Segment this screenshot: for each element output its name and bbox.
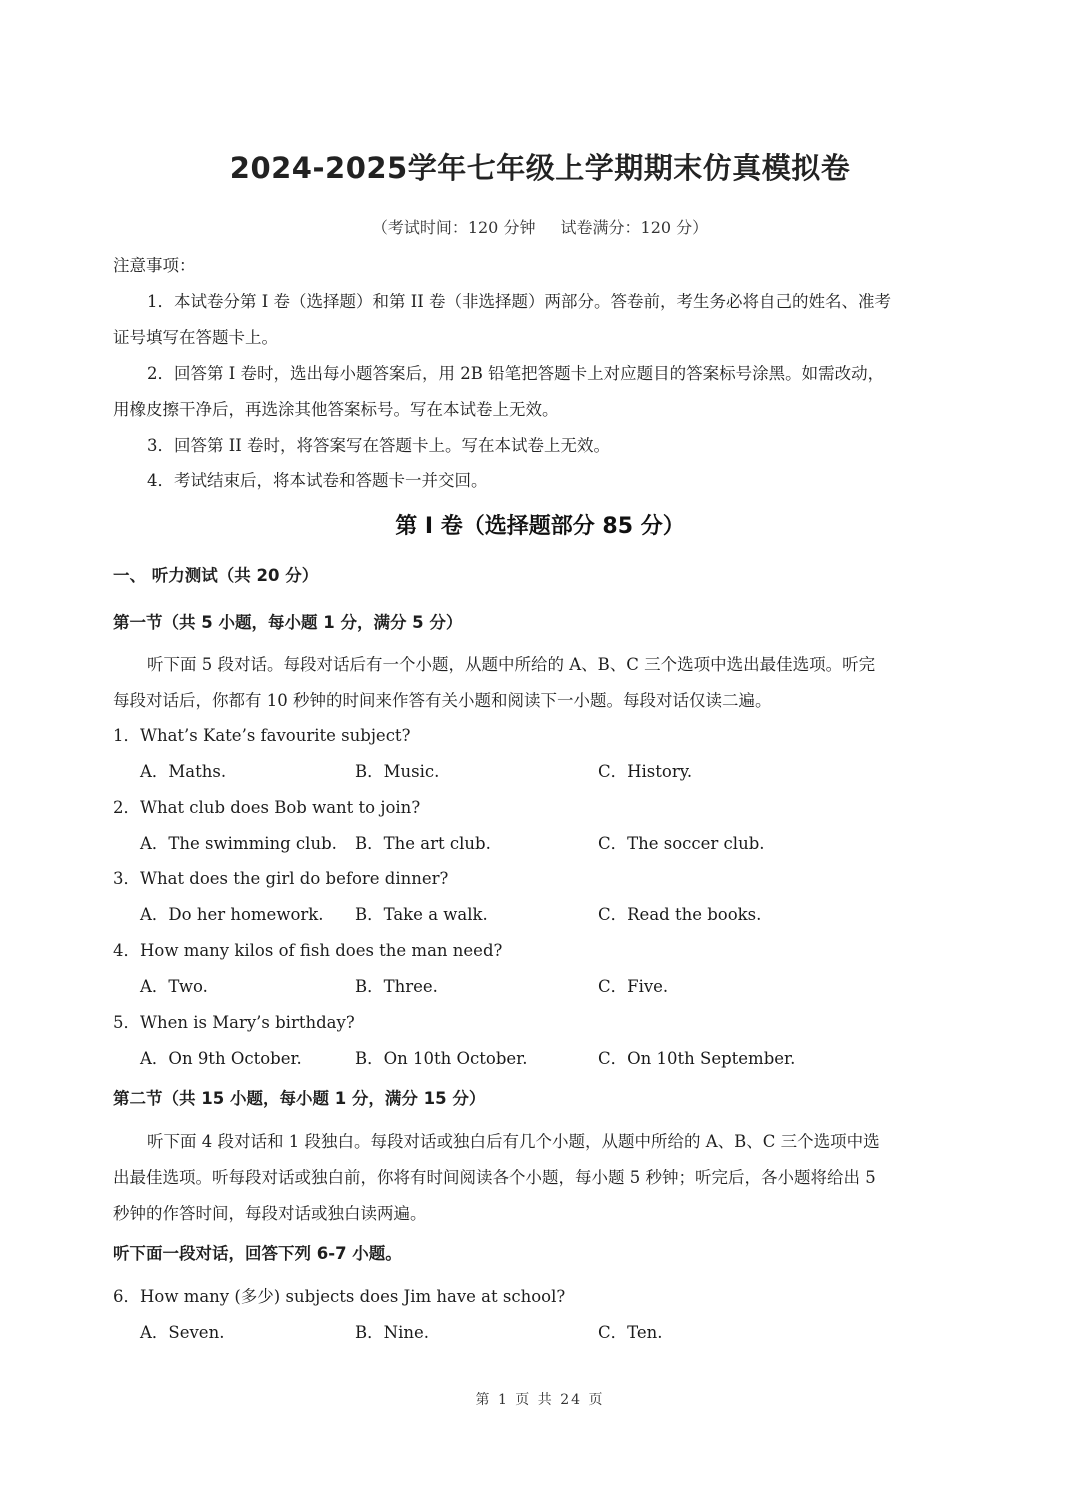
note-2-line-1: 2．回答第 I 卷时，选出每小题答案后，用 2B 铅笔把答题卡上对应题目的答案标号涂黑。如需改动，	[147, 364, 885, 383]
note-4: 4．考试结束后，将本试卷和答题卡一并交回。	[147, 471, 488, 490]
exam-score: 试卷满分：120 分）	[560, 218, 709, 237]
q3-option-a: A．Do her homework.	[140, 905, 324, 924]
page-footer: 第 1 页 共 24 页	[475, 1392, 605, 1408]
section1-instr-line-2: 每段对话后，你都有 10 秒钟的时间来作答有关小题和阅读下一小题。每段对话仅读二遍。	[113, 691, 772, 710]
note-1-line-1: 1．本试卷分第 I 卷（选择题）和第 II 卷（非选择题）两部分。答卷前，考生务必将自己的姓名、准考	[147, 292, 892, 311]
q6-option-c: C．Ten.	[598, 1323, 663, 1342]
note-2-line-2: 用橡皮擦干净后，再选涂其他答案标号。写在本试卷上无效。	[113, 400, 559, 419]
q4-option-c: C．Five.	[598, 977, 669, 996]
notes-heading: 注意事项：	[113, 256, 196, 275]
q1-option-a: A．Maths.	[140, 762, 227, 781]
page-title: 2024-2025学年七年级上学期期末仿真模拟卷	[229, 151, 851, 185]
q6-option-b: B．Nine.	[355, 1323, 429, 1342]
q2-option-a: A．The swimming club.	[140, 834, 337, 853]
section2-instr-line-3: 秒钟的作答时间，每段对话或独白读两遍。	[113, 1204, 427, 1223]
exam-info	[0, 215, 1080, 238]
q1-option-b: B．Music.	[355, 762, 440, 781]
q1-option-c: C．History.	[598, 762, 693, 781]
question-3: 3．What does the girl do before dinner?	[113, 869, 449, 888]
q4-option-a: A．Two.	[140, 977, 208, 996]
section1-heading: 第一节（共 5 小题，每小题 1 分，满分 5 分）	[113, 613, 463, 632]
note-1-line-2: 证号填写在答题卡上。	[113, 328, 278, 347]
q5-option-c: C．On 10th September.	[598, 1049, 796, 1068]
question-4: 4．How many kilos of fish does the man need?	[113, 941, 503, 960]
section2-heading: 第二节（共 15 小题，每小题 1 分，满分 15 分）	[113, 1089, 486, 1108]
q5-option-a: A．On 9th October.	[140, 1049, 302, 1068]
part1-title: 第 I 卷（选择题部分 85 分）	[395, 514, 685, 539]
q2-option-c: C．The soccer club.	[598, 834, 765, 853]
section2-instr-line-2: 出最佳选项。听每段对话或独白前，你将有时间阅读各个小题，每小题 5 秒钟；听完后，各小题将给出 5	[113, 1168, 876, 1187]
dialogue-subheading: 听下面一段对话，回答下列 6-7 小题。	[113, 1244, 402, 1263]
question-5: 5．When is Mary’s birthday?	[113, 1013, 355, 1032]
section1-instr-line-1: 听下面 5 段对话。每段对话后有一个小题，从题中所给的 A、B、C 三个选项中选出最佳选项。听完	[147, 655, 876, 674]
section2-instr-line-1: 听下面 4 段对话和 1 段独白。每段对话或独白后有几个小题，从题中所给的 A、B、C 三个选项中选	[147, 1132, 880, 1151]
q5-option-b: B．On 10th October.	[355, 1049, 528, 1068]
question-1: 1．What’s Kate’s favourite subject?	[113, 726, 411, 745]
listening-heading: 一、 听力测试（共 20 分）	[113, 566, 319, 585]
q4-option-b: B．Three.	[355, 977, 438, 996]
q6-option-a: A．Seven.	[140, 1323, 225, 1342]
q2-option-b: B．The art club.	[355, 834, 491, 853]
note-3: 3．回答第 II 卷时，将答案写在答题卡上。写在本试卷上无效。	[147, 436, 611, 455]
q3-option-c: C．Read the books.	[598, 905, 762, 924]
q3-option-b: B．Take a walk.	[355, 905, 488, 924]
question-2: 2．What club does Bob want to join?	[113, 798, 421, 817]
exam-time: （考试时间：120 分钟	[371, 218, 536, 237]
question-6: 6．How many (多少) subjects does Jim have at school?	[113, 1287, 566, 1306]
